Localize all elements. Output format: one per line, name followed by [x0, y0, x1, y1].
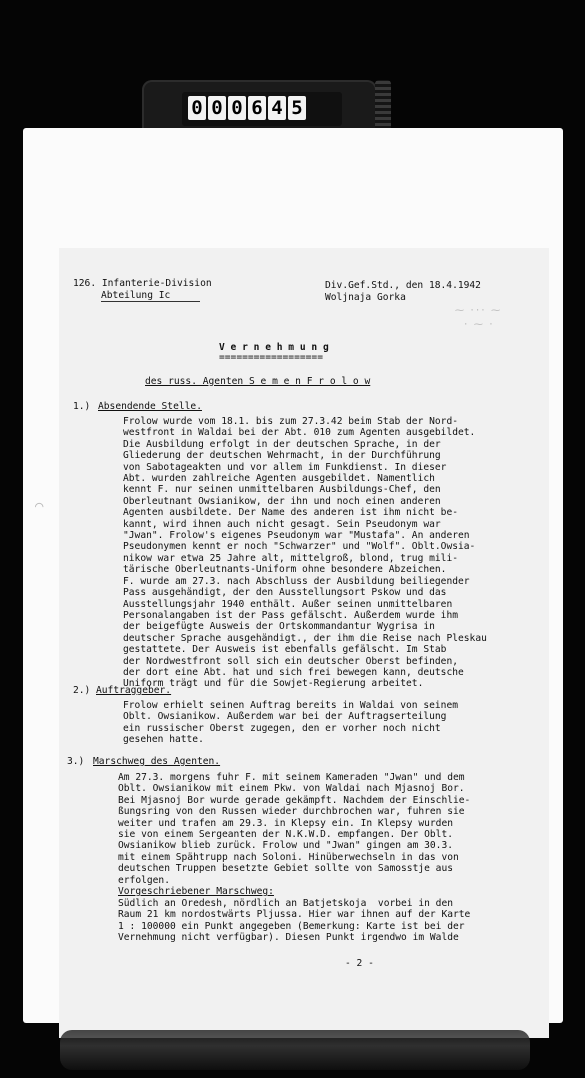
- section-heading: Auftraggeber.: [96, 685, 172, 696]
- section-number: 1.): [73, 401, 91, 412]
- section-body: Frolow erhielt seinen Auftrag bereits in Waldai von seinem Oblt. Owsianikow. Außerdem war bei der Auftragserteilung ein russischer Oberst zugegen, den er vorher noch nicht gesehen hatte.: [123, 700, 459, 746]
- counter-digits: [188, 96, 306, 120]
- header-department: Abteilung Ic: [101, 290, 200, 302]
- title-rule: ==================: [219, 352, 323, 363]
- page-number: - 2 -: [345, 958, 374, 969]
- section-subbody: Südlich an Oredesh, nördlich an Batjetskoja vorbei in den Raum 21 km nordostwärts Pljussa. Hier war ihnen auf der Karte 1 : 100000 ein Punkt angegeben (Bemerkung: Karte ist bei der Vernehmung nicht verfügbar). Diesen Punkt irgendwo im Walde: [118, 898, 471, 944]
- counter-digit: 0: [228, 96, 246, 120]
- counter-digit: 6: [248, 96, 266, 120]
- section-number: 3.): [67, 756, 85, 767]
- counter-digit: 5: [288, 96, 306, 120]
- section-subheading: Vorgeschriebener Marschweg:: [118, 886, 274, 897]
- pencil-mark: · ⁓ ·: [463, 320, 494, 330]
- document-subtitle: des russ. Agenten S e m e n F r o l o w: [145, 376, 371, 387]
- section-body: Frolow wurde vom 18.1. bis zum 27.3.42 beim Stab der Nord- westfront in Waldai bei der Abt. 010 zum Agenten ausgebildet. Die Ausbildung erfolgt in der deutschen Sprache, in der Gliederung der deutschen Wehrmacht, in der Durchführung von Sabotageakten und vor allem im Funkdienst. In dieser Abt. wurden zahlreiche Agenten ausgebildet. Namentlich kennt F. nur seinen unmittelbaren Ausbildungs-Chef, den Oberleutnant Owsianikow, der ihn und noch einen anderen Agenten ausbildete. Der Name des anderen ist ihm nicht be- kannt, wird ihnen auch nicht gesagt. Sein Pseudonym war "Jwan". Frolow's eigenes Pseudonym war "Mustafa". An anderen Pseudonymen kennt er noch "Schwarzer" und "Wolf". Oblt.Owsia- nikow war etwa 25 Jahre alt, mittelgroß, blond, trug mili- tärische Oberleutnants-Uniform ohne besondere Abzeichen. F. wurde am 27.3. nach Abschluss der Ausbildung beiliegender Pass ausgehändigt, der den Ausstellungsort Pskow und das Ausstellungsjahr 1940 enthält. Außer seinen unmittelbaren Personalangaben ist der Pass gefälscht. Außerdem wurde ihm der beigefügte Ausweis der Ortskommandantur Wygrisa in deutscher Sprache ausgehändigt., der ihm die Reise nach Pleskau gestattete. Der Ausweis ist ebenfalls gefälscht. Im Stab der Nordwestfront soll sich ein deutscher Oberst befinden, der dort eine Abt. hat und sich frei bewegen kann, deutsche Uniform trägt und für die Sowjet-Regierung arbeitet.: [123, 416, 487, 690]
- counter-digit: 4: [268, 96, 286, 120]
- film-edge: [60, 1030, 530, 1070]
- punch-mark: ⌒: [35, 498, 44, 514]
- document-title: V e r n e h m u n g: [219, 342, 329, 353]
- section-heading: Marschweg des Agenten.: [93, 756, 221, 767]
- counter-digit: 0: [188, 96, 206, 120]
- section-body: Am 27.3. morgens fuhr F. mit seinem Kameraden "Jwan" und dem Oblt. Owsianikow mit einem Pkw. von Waldai nach Mjasnoj Bor. Bei Mjasnoj Bor wurde gerade gekämpft. Nachdem der Einschlie- ßungsring von den Russen wieder durchbrochen war, fuhren sie weiter und trafen am 29.3. in Klepsy ein. In Klepsy wurden sie von einem Sergeanten der N.K.W.D. empfangen. Der Oblt. Owsianikow blieb zurück. Frolow und "Jwan" gingen am 30.3. mit einem Spähtrupp nach Soloni. Hinüberwechseln in das von deutschen Truppen besetzte Gebiet sollte von Samosstje aus erfolgen.: [118, 772, 471, 886]
- counter-digit: 0: [208, 96, 226, 120]
- document-page: [23, 128, 563, 1023]
- header-date: Div.Gef.Std., den 18.4.1942: [325, 280, 481, 291]
- header-division: 126. Infanterie-Division: [73, 278, 212, 289]
- pencil-mark: ⁓ ··· ⁓: [455, 306, 501, 316]
- section-number: 2.): [73, 685, 91, 696]
- section-heading: Absendende Stelle.: [98, 401, 202, 412]
- header-location: Woljnaja Gorka: [325, 292, 406, 303]
